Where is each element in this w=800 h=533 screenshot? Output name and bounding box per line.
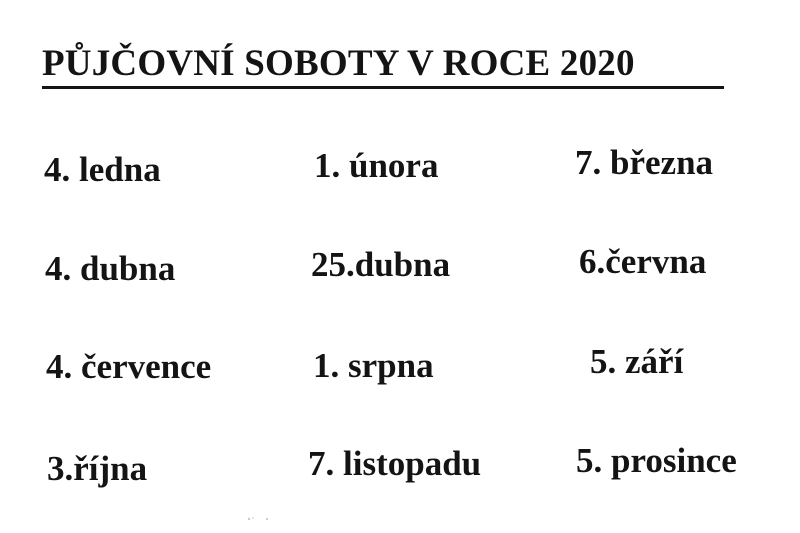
date-item: 3.října <box>47 449 148 488</box>
date-item: 1. srpna <box>313 346 434 385</box>
date-item: 4. července <box>46 347 212 386</box>
date-item: 4. ledna <box>44 150 161 189</box>
date-item: 5. prosince <box>576 441 737 480</box>
date-item: 1. února <box>314 146 439 185</box>
date-item: 5. září <box>590 342 684 381</box>
date-item: 4. dubna <box>45 249 176 288</box>
scan-speck <box>243 514 283 524</box>
date-item: 6.června <box>579 242 707 281</box>
page-title: PŮJČOVNÍ SOBOTY V ROCE 2020 <box>42 42 724 89</box>
date-item: 7. listopadu <box>308 444 482 483</box>
date-item: 7. března <box>575 143 714 182</box>
date-item: 25.dubna <box>311 245 451 284</box>
